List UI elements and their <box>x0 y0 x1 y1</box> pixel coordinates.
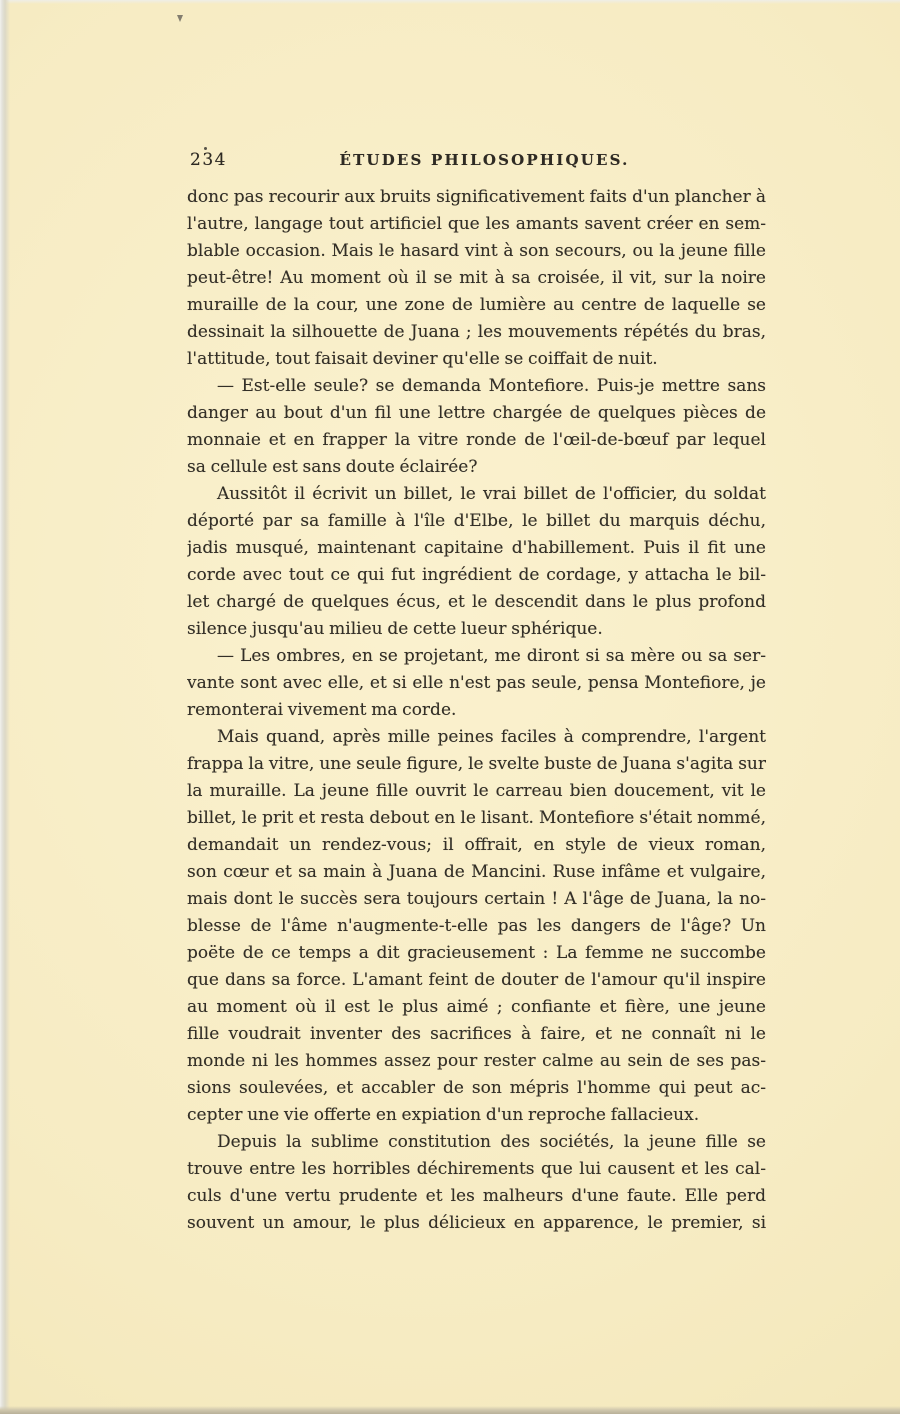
text-line: fille voudrait inventer des sacrifices à faire, et ne connaît ni le <box>187 1024 766 1044</box>
text-line: Depuis la sublime constitution des sociétés, la jeune fille se <box>217 1132 766 1152</box>
text-line: cepter une vie offerte en expiation d'un reproche fallacieux. <box>187 1105 700 1125</box>
text-line: mais dont le succès sera toujours certain ! A l'âge de Juana, la no- <box>187 889 766 909</box>
text-line: peut-être! Au moment où il se mit à sa croisée, il vit, sur la noire <box>187 268 766 288</box>
text-line: son cœur et sa main à Juana de Mancini. Ruse infâme et vulgaire, <box>187 862 766 882</box>
text-line: corde avec tout ce qui fut ingrédient de cordage, y attacha le bil- <box>187 565 766 585</box>
text-line: l'attitude, tout faisait deviner qu'elle se coiffait de nuit. <box>187 349 658 369</box>
page-edge-bottom <box>0 1406 900 1414</box>
text-line: donc pas recourir aux bruits significativement faits d'un plancher à <box>187 187 766 207</box>
text-line: dessinait la silhouette de Juana ; les mouvements répétés du bras, <box>187 322 766 342</box>
paragraph <box>187 184 766 373</box>
text-line: culs d'une vertu prudente et les malheurs d'une faute. Elle perd <box>187 1186 766 1206</box>
paragraph <box>187 1129 766 1237</box>
text-line: — Les ombres, en se projetant, me diront si sa mère ou sa ser- <box>217 646 766 666</box>
text-line: frappa la vitre, une seule figure, le svelte buste de Juana s'agita sur <box>187 754 766 774</box>
text-line: que dans sa force. L'amant feint de douter de l'amour qu'il inspire <box>187 970 766 990</box>
text-line: Aussitôt il écrivit un billet, le vrai billet de l'officier, du soldat <box>217 484 766 504</box>
text-line: l'autre, langage tout artificiel que les amants savent créer en sem- <box>187 214 766 234</box>
page-edge-left <box>0 0 10 1414</box>
text-line: silence jusqu'au milieu de cette lueur sphérique. <box>187 619 603 639</box>
page-edge-top <box>0 0 900 4</box>
text-line: monnaie et en frapper la vitre ronde de l'œil-de-bœuf par lequel <box>187 430 766 450</box>
text-line: Mais quand, après mille peines faciles à comprendre, l'argent <box>217 727 766 747</box>
running-head <box>187 149 766 173</box>
text-line: muraille de la cour, une zone de lumière au centre de laquelle se <box>187 295 766 315</box>
text-line: vante sont avec elle, et si elle n'est pas seule, pensa Montefiore, je <box>187 673 766 693</box>
text-line: sions soulevées, et accabler de son mépris l'homme qui peut ac- <box>187 1078 766 1098</box>
text-line: sa cellule est sans doute éclairée? <box>187 457 478 477</box>
text-line: poëte de ce temps a dit gracieusement : La femme ne succombe <box>187 943 766 963</box>
text-line: — Est-elle seule? se demanda Montefiore. Puis-je mettre sans <box>217 376 766 396</box>
paragraph <box>187 373 766 481</box>
text-line: danger au bout d'un fil une lettre chargée de quelques pièces de <box>187 403 766 423</box>
running-title: ÉTUDES PHILOSOPHIQUES. <box>339 151 630 169</box>
text-line: blable occasion. Mais le hasard vint à son secours, ou la jeune fille <box>187 241 766 261</box>
text-line: au moment où il est le plus aimé ; confiante et fière, une jeune <box>187 997 766 1017</box>
ink-speck <box>177 15 183 22</box>
text-line: trouve entre les horribles déchirements que lui causent et les cal- <box>187 1159 766 1179</box>
page-number: 234 <box>190 150 227 170</box>
paragraph <box>187 724 766 1129</box>
paragraph <box>187 643 766 724</box>
text-line: let chargé de quelques écus, et le descendit dans le plus profond <box>187 592 766 612</box>
paragraph <box>187 481 766 643</box>
text-line: monde ni les hommes assez pour rester calme au sein de ses pas- <box>187 1051 766 1071</box>
text-line: jadis musqué, maintenant capitaine d'habillement. Puis il fit une <box>187 538 766 558</box>
text-line: blesse de l'âme n'augmente-t-elle pas les dangers de l'âge? Un <box>187 916 766 936</box>
text-line: billet, le prit et resta debout en le lisant. Montefiore s'était nommé, <box>187 808 766 828</box>
text-line: demandait un rendez-vous; il offrait, en style de vieux roman, <box>187 835 766 855</box>
page-text <box>187 184 766 1240</box>
text-line: déporté par sa famille à l'île d'Elbe, le billet du marquis déchu, <box>187 511 766 531</box>
text-line: souvent un amour, le plus délicieux en apparence, le premier, si <box>187 1213 766 1233</box>
text-line: remonterai vivement ma corde. <box>187 700 457 720</box>
text-line: la muraille. La jeune fille ouvrit le carreau bien doucement, vit le <box>187 781 766 801</box>
